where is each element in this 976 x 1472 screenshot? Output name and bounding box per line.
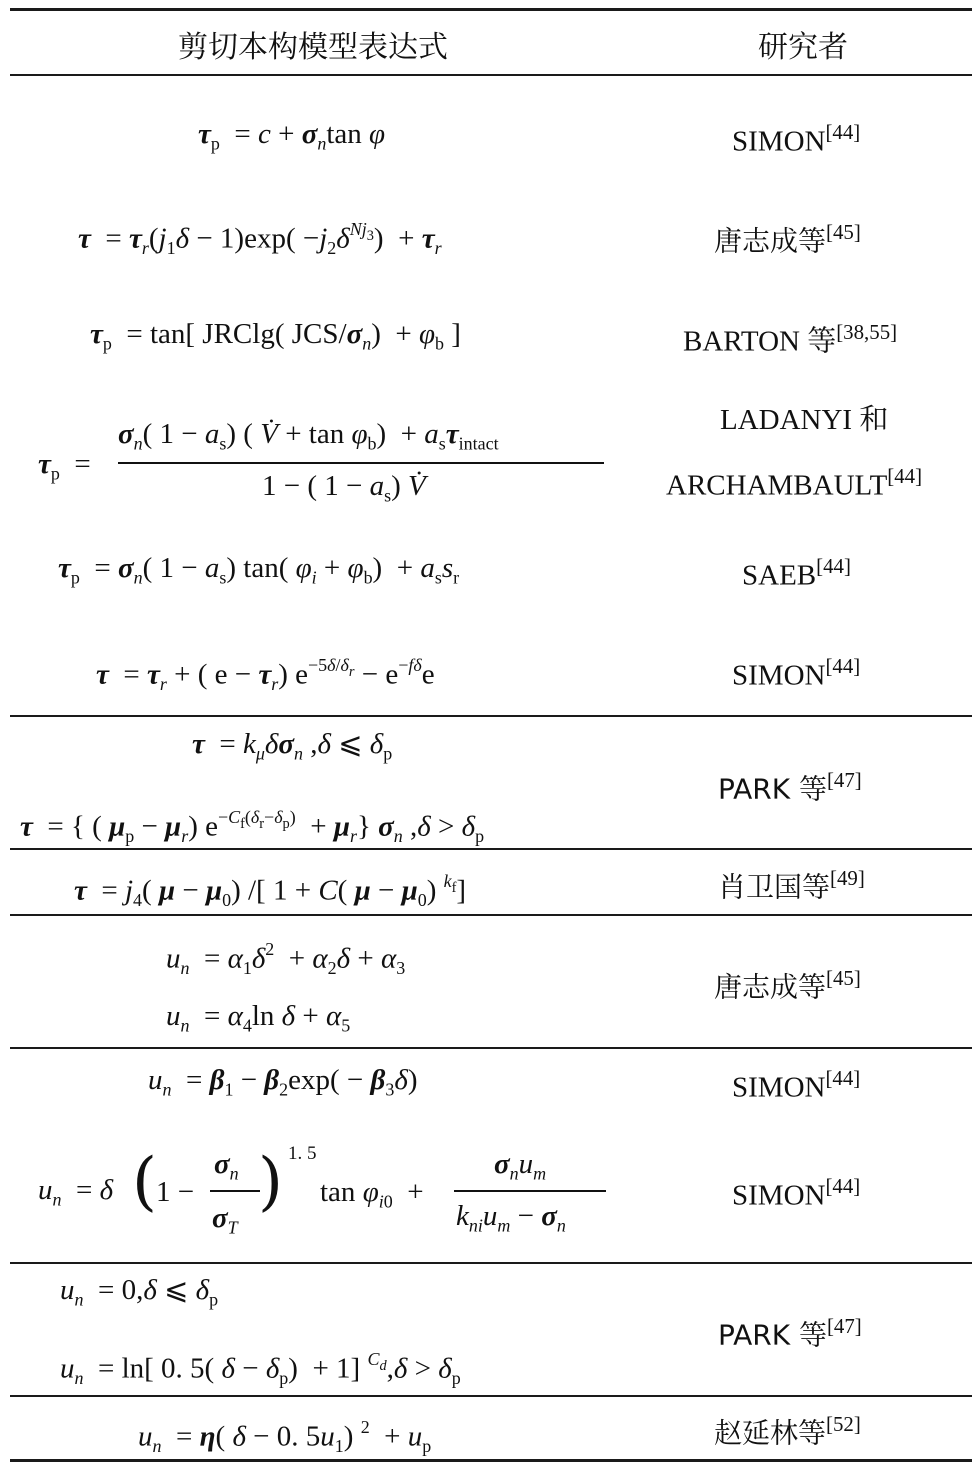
table-bottom-rule — [10, 1459, 972, 1462]
formula-3: $\tau_p = \tan$[ JRClg( JCS/$\sigma_n) + \varphi_b$ ] — [90, 318, 461, 354]
author-11: SIMON[44] — [732, 1174, 861, 1212]
author-1: SIMON[44] — [732, 120, 861, 158]
row-rule — [10, 914, 972, 916]
author-5: SAEB[44] — [742, 554, 851, 592]
formula-2: $\tau = \tau_r(j_1\delta - 1)\exp( -j_2\delta^{Nj_3}) + \tau_r$ — [78, 219, 442, 258]
formula-4-numerator: $\sigma_n$( $1 - a_s$) ( V̇ + $\tan \varphi_b) + a_s\tau_{intact}$ — [118, 418, 499, 454]
formula-13: $u_n = \eta$( δ − 0. $5u_1$) $^2 + u_p$ — [138, 1417, 432, 1456]
header-rule — [10, 74, 972, 76]
left-big-paren: ( — [132, 1145, 157, 1219]
author-12: PARK 等[47] — [718, 1314, 862, 1352]
formula-10: $u_n = \beta_1 - \beta_2\exp( - \beta_3\delta)$ — [148, 1064, 418, 1100]
fraction-line — [210, 1190, 260, 1192]
author-7: PARK 等[47] — [718, 768, 862, 806]
formula-9b: $u_n = \alpha_4\ln$ $\delta + \alpha_5$ — [166, 1000, 351, 1036]
author-8: 肖卫国等[49] — [718, 866, 865, 904]
formula-1: $\tau_p = c + \sigma_n\tan$ φ — [198, 118, 386, 154]
author-10: SIMON[44] — [732, 1066, 861, 1104]
author-4-line1: LADANYI 和 — [720, 404, 889, 436]
right-big-paren: ) — [258, 1145, 283, 1219]
formula-7a: $\tau = k_\mu\delta\sigma_n$ ,δ ⩽ $\delta_p$ — [192, 728, 393, 764]
table-top-rule — [10, 8, 972, 11]
formula-11-lhs: $u_n = \delta$ — [38, 1174, 114, 1210]
author-3: BARTON 等[38,55] — [683, 320, 898, 358]
row-rule — [10, 1395, 972, 1397]
formula-9a: $u_n = \alpha_1\delta^2 + \alpha_2\delta + \alpha_3$ — [166, 939, 406, 978]
fraction-line — [454, 1190, 606, 1192]
formula-12b: $u_n = \ln$[ 0. 5( $\delta - \delta_p) + 1$] $^{C_d},\delta > \delta_p$ — [60, 1349, 461, 1388]
author-13: 赵延林等[52] — [714, 1412, 861, 1450]
row-rule — [10, 715, 972, 717]
formula-11-num2: $\sigma_nu_m$ — [494, 1148, 547, 1184]
formula-11-exp: 1. 5 — [288, 1143, 317, 1164]
formula-11-one: 1 − — [156, 1176, 195, 1208]
row-rule — [10, 1047, 972, 1049]
formula-7b: τ = { ( $\mu_p - \mu_r$) $e^{-C_f(\delta_r-\delta_p)} + \mu_r$} $\sigma_n$ $,\delta > \delta_p$ — [20, 807, 485, 846]
formula-4-lhs: $\tau_p$ = — [38, 448, 91, 484]
formula-8: $\tau = j_4$( $\mu - \mu_0$) /[ 1 + C( $\mu - \mu_0$) $^{k_f}$] — [74, 871, 467, 910]
header-formula: 剪切本构模型表达式 — [178, 30, 448, 65]
author-6: SIMON[44] — [732, 654, 861, 692]
formula-4-denominator: 1 − ( $1 - a_s$) V̇ — [262, 470, 426, 506]
row-rule — [10, 1262, 972, 1264]
formula-6: $\tau = \tau_r$ + ( $e - \tau_r$) $e^{-5\delta/\delta_r} - e^{-f\delta}e$ — [96, 655, 435, 694]
header-author: 研究者 — [758, 30, 848, 65]
row-rule — [10, 848, 972, 850]
author-4-line2: ARCHAMBAULT[44] — [666, 464, 923, 502]
formula-5: $\tau_p = \sigma_n$( $1 - a_s$) tan( $\varphi_i + \varphi_b) + a_ss_r$ — [58, 552, 460, 588]
fraction-line — [118, 462, 604, 464]
formula-11-den2: $k_{ni}u_m - \sigma_n$ — [456, 1200, 566, 1236]
author-9: 唐志成等[45] — [714, 966, 861, 1004]
formula-12a: $u_n = 0,\delta$ ⩽ $\delta_p$ — [60, 1274, 219, 1310]
formula-11-den1: $\sigma_T$ — [212, 1202, 238, 1238]
formula-11-num1: $\sigma_n$ — [214, 1148, 239, 1184]
author-2: 唐志成等[45] — [714, 220, 861, 258]
formula-11-tan: $\tan \varphi_{i0}$ + — [320, 1176, 424, 1212]
